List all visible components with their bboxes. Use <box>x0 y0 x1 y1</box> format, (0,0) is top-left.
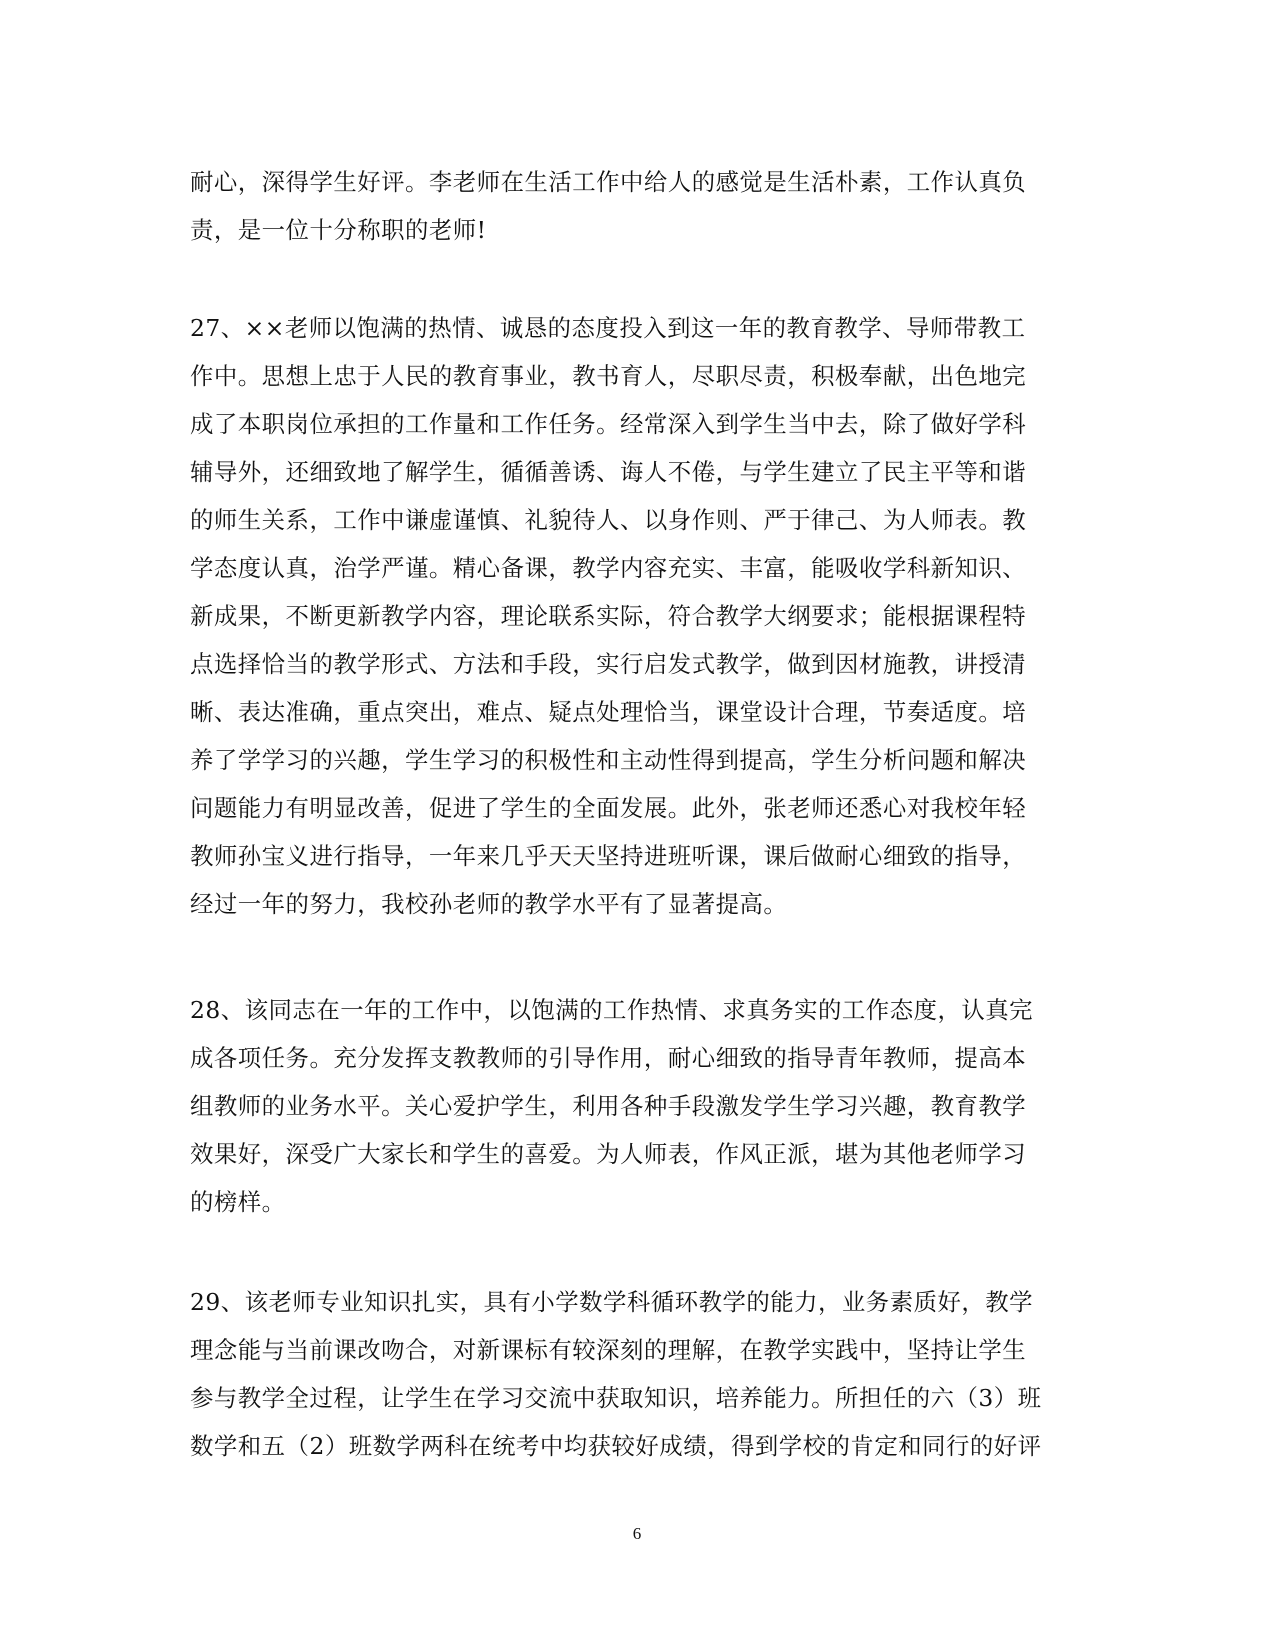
text-line: 养了学学习的兴趣，学生学习的积极性和主动性得到提高，学生分析问题和解决 <box>190 746 1027 774</box>
text-line: 作中。思想上忠于人民的教育事业，教书育人，尽职尽责，积极奉献，出色地完 <box>190 362 1027 390</box>
text-line: 学态度认真，治学严谨。精心备课，教学内容充实、丰富，能吸收学科新知识、 <box>190 554 1027 582</box>
text-line: 效果好，深受广大家长和学生的喜爱。为人师表，作风正派，堪为其他老师学习 <box>190 1140 1027 1168</box>
text-line: 成各项任务。充分发挥支教教师的引导作用，耐心细致的指导青年教师，提高本 <box>190 1044 1027 1072</box>
text-line: 耐心，深得学生好评。李老师在生活工作中给人的感觉是生活朴素，工作认真负 <box>190 168 1027 196</box>
text-line: 新成果，不断更新教学内容，理论联系实际，符合教学大纲要求；能根据课程特 <box>190 602 1027 630</box>
text-line: 成了本职岗位承担的工作量和工作任务。经常深入到学生当中去，除了做好学科 <box>190 410 1027 438</box>
text-line: 辅导外，还细致地了解学生，循循善诱、诲人不倦，与学生建立了民主平等和谐 <box>190 458 1027 486</box>
paragraph-26-continued <box>190 158 1070 254</box>
text-line: 27、××老师以饱满的热情、诚恳的态度投入到这一年的教育教学、导师带教工 <box>190 314 1026 342</box>
text-line: 问题能力有明显改善，促进了学生的全面发展。此外，张老师还悉心对我校年轻 <box>190 794 1027 822</box>
text-line: 经过一年的努力，我校孙老师的教学水平有了显著提高。 <box>190 890 788 918</box>
text-line: 参与教学全过程，让学生在学习交流中获取知识，培养能力。所担任的六（3）班 <box>190 1384 1042 1412</box>
page-number: 6 <box>632 1524 642 1543</box>
text-line: 的师生关系，工作中谦虚谨慎、礼貌待人、以身作则、严于律己、为人师表。教 <box>190 506 1027 534</box>
text-line: 29、该老师专业知识扎实，具有小学数学科循环教学的能力，业务素质好，教学 <box>190 1288 1034 1316</box>
text-line: 点选择恰当的教学形式、方法和手段，实行启发式教学，做到因材施教，讲授清 <box>190 650 1027 678</box>
text-line: 组教师的业务水平。关心爱护学生，利用各种手段激发学生学习兴趣，教育教学 <box>190 1092 1027 1120</box>
paragraph-29 <box>190 1278 1070 1470</box>
text-line: 教师孙宝义进行指导，一年来几乎天天坚持进班听课，课后做耐心细致的指导， <box>190 842 1027 870</box>
text-line: 28、该同志在一年的工作中，以饱满的工作热情、求真务实的工作态度，认真完 <box>190 996 1034 1024</box>
text-line: 晰、表达准确，重点突出，难点、疑点处理恰当，课堂设计合理，节奏适度。培 <box>190 698 1027 726</box>
text-line: 的榜样。 <box>190 1188 286 1216</box>
paragraph-27 <box>190 304 1070 928</box>
text-line: 数学和五（2）班数学两科在统考中均获较好成绩，得到学校的肯定和同行的好评 <box>190 1432 1042 1460</box>
text-line: 理念能与当前课改吻合，对新课标有较深刻的理解，在教学实践中，坚持让学生 <box>190 1336 1027 1364</box>
paragraph-28 <box>190 986 1070 1226</box>
text-line: 责，是一位十分称职的老师! <box>190 216 487 244</box>
